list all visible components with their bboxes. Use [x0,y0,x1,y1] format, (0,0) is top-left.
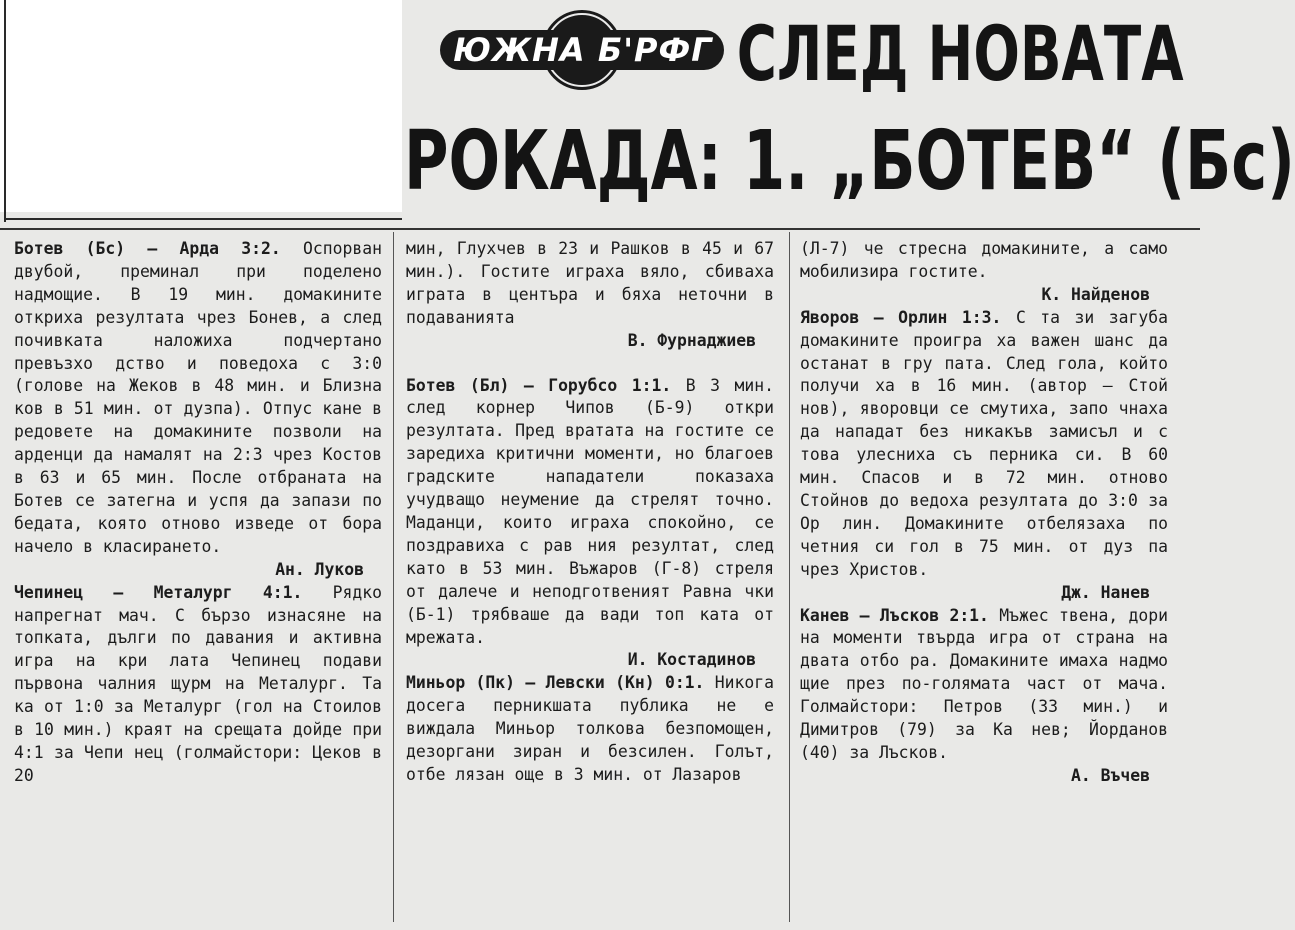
report-title: Ботев (Бс) — Арда 3:2. [14,239,281,258]
report-title: Яворов — Орлин 1:3. [800,307,1002,327]
report-author: В. Фурнаджиев [627,330,756,350]
report-botev-arda [14,238,382,559]
column-divider-2 [789,232,790,922]
headline-line-2: РОКАДА: 1. „БОТЕВ“ (Бс) [404,114,1295,209]
report-body: С та зи загуба домакините проигра ха важен шанс да останат в гру пата. След гола, който получи ха в 16 мин. (автор — Стой нов), яворовци се смутиха, запо чнаха да нападат без никакъв замисъл и с това улесниха съ перника си. В 60 мин. Спасов и в 72 мин. отново Стойнов до ведоха резултата до 3:0 за Ор лин. Домакините отбелязаха по четния си гол в 75 мин. от дуз па чрез Христов. [800,307,1169,579]
blank-cutout [0,0,402,212]
report-body: В 3 мин. след корнер Чипов (Б-9) откри резултата. Пред вратата на гостите се зарeдиха критични моменти, но благоев градските нападатели показаха учудващо неумение да стрелят точно. Маданци, които играха спокойно, се поздравиха с рав ния резултат, след като в 53 мин. Въжаров (Г-8) стреля от далече и неподготвеният Равна чки (Б-1) трябваше да вади топ ката от мрежата. [406,375,775,647]
cutout-bottom-rule [4,218,402,220]
logo-text: ЮЖНА Б'РФГ [453,31,713,69]
cutout-left-rule [4,0,6,222]
report-author: И. Костадинов [627,650,756,670]
report-body: Рядко напрегнат мач. С бързо изнасяне на топката, дълги по давания и активна игра на кри лата Чепинец подави първона чалния щурм на Металург. Та ка от 1:0 за Металург (гол на Стоилов в 10 мин.) краят на срещата дойде при 4:1 за Чепи нец (голмайстори: Цеков в 20 [14,582,382,785]
article-column-3 [800,238,1168,788]
report-botev-gorubso [406,375,774,650]
report-author: Ан. Луков [275,559,364,579]
report-continuation: (Л-7) че стресна домакините, а само мобилизира гостите. [800,239,1168,281]
top-rule [0,228,1200,230]
report-author: Дж. Нанев [1061,582,1150,602]
report-yavorov-orlin [800,307,1168,582]
report-title: Ботев (Бл) — Горубсо 1:1. [406,375,672,395]
report-author: К. Найденов [1041,284,1150,304]
paragraph-gap [406,353,774,375]
column-divider-1 [393,232,394,922]
report-body: Мъжес твена, дори на моменти твърда игра от страна на двата отбо ра. Домакините имаха надмо щие през по-голямата част от мача. Голмайстори: Петров (33 мин.) и Димитров (79) за Ка нев; Йорданов (40) за Лъсков. [800,605,1168,762]
report-body: Оспорван двубой, преминал при поделено надмощие. В 19 мин. домакините откриха резултата чрез Бонев, а след почивката наложиха подчертано превъзхо дство и поведоха с 3:0 (голове на Жеков в 48 мин. и Близна ков в 51 мин. от дузпа). Отпус кане в редовете на домакините позволи на арденци да намалят на 2:3 чрез Костов в 63 и 65 мин. После отбраната на Ботев се затегна и успя да запази по бедата, която отново изведе от бора начело в класирането. [14,239,382,556]
report-continuation: мин, Глухчев в 23 и Рашков в 45 и 67 мин.). Гостите играха вяло, сбиваха играта в центъра и бяха неточни в подаванията [406,239,774,327]
report-body: Никога досега перникшата публика не е виждала Миньор толкова безпомощен, дезоргани зиран и безсилен. Голът, отбе лязан още в 3 мин. от Лазаров [406,673,775,784]
report-kanev-laskov [800,605,1168,765]
headline-line-1: СЛЕД НОВАТА [737,9,1184,98]
report-chepinets-metalurg [14,582,382,788]
headline [404,4,1295,218]
report-minyor-levski [406,672,774,787]
report-author: А. Въчев [1071,765,1150,785]
article-column-2 [406,238,774,787]
report-title: Миньор (Пк) — Левски (Кн) 0:1. [406,673,705,693]
report-title: Чепинец — Металург 4:1. [14,582,303,602]
article-column-1 [14,238,382,788]
report-title: Канев — Лъсков 2:1. [800,605,989,625]
